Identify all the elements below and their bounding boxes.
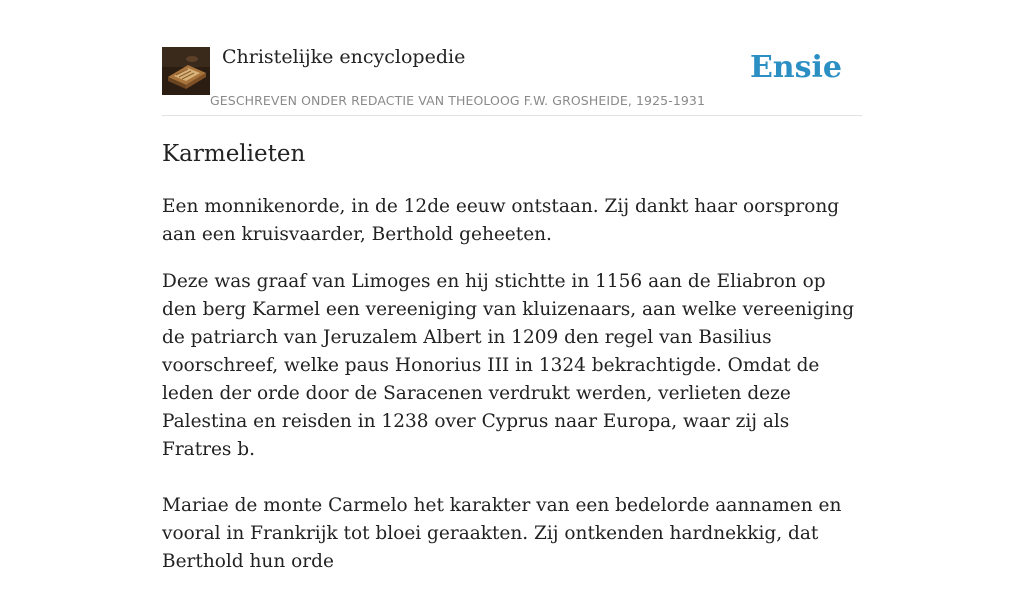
article-paragraph: Deze was graaf van Limoges en hij stichtte in 1156 aan de Eliabron op den berg Karmel een vereeniging van kluizenaars, aan welke vereeniging de patriarch van Jeruzalem Albert in 1209 den regel van Basilius voorschreef, welke paus Honorius III in 1324 bekrachtigde. Omdat de leden der orde door de Saracenen verdrukt werden, verlieten deze Palestina en reisden in 1238 over Cyprus naar Europa, waar zij als Fratres b.	[162, 271, 855, 460]
article-title: Karmelieten	[162, 141, 306, 167]
article	[162, 138, 864, 595]
source-subtitle: GESCHREVEN ONDER REDACTIE VAN THEOLOOG F.W. GROSHEIDE, 1925-1931	[210, 93, 706, 108]
article-paragraph: Een monnikenorde, in de 12de eeuw ontstaan. Zij dankt haar oorsprong aan een kruisvaarder, Berthold geheeten.	[162, 196, 840, 245]
article-paragraph: Mariae de monte Carmelo het karakter van een bedelorde aannamen en vooral in Frankrijk tot bloei geraakten. Zij ontkenden hardnekkig, dat Berthold hun orde	[162, 495, 842, 572]
ensie-logo[interactable]: Ensie	[749, 50, 842, 85]
paragraph-break	[162, 464, 864, 492]
book-icon	[162, 47, 210, 95]
source-header	[162, 46, 862, 116]
source-title[interactable]: Christelijke encyclopedie	[222, 46, 466, 68]
source-avatar[interactable]	[162, 47, 210, 95]
